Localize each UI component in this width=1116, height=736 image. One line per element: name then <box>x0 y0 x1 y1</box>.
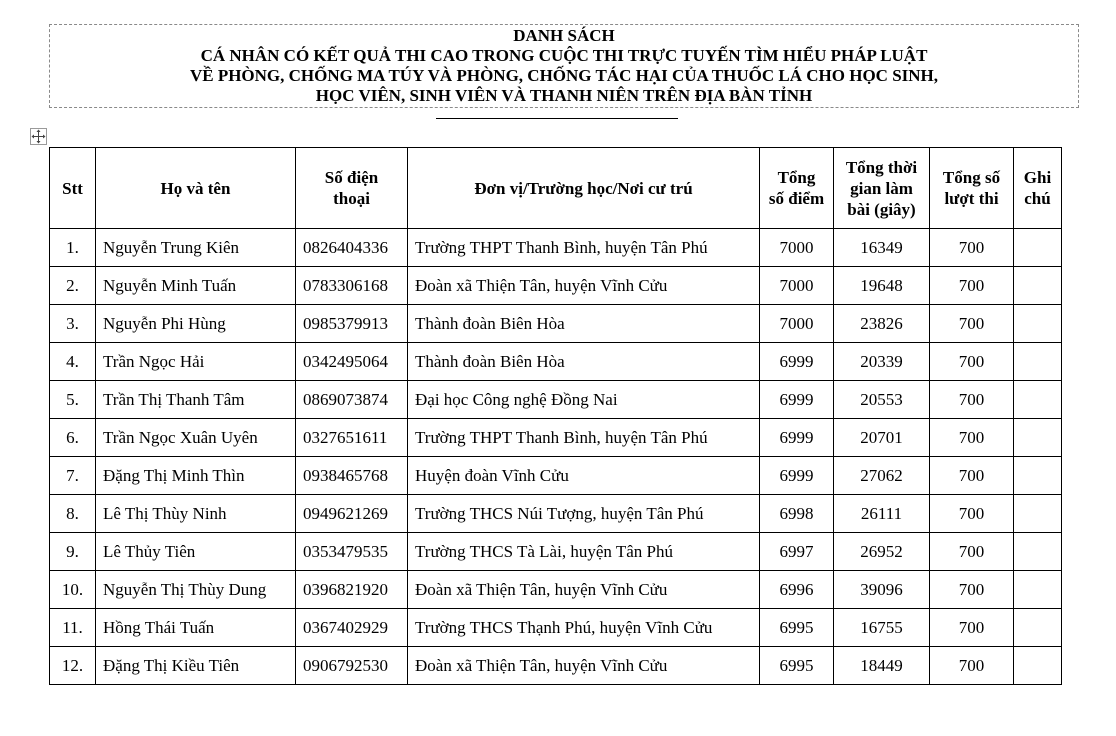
cell-time: 18449 <box>834 647 930 685</box>
cell-phone: 0342495064 <box>296 343 408 381</box>
header-phone: Số điện thoại <box>296 148 408 229</box>
cell-phone: 0783306168 <box>296 267 408 305</box>
cell-note <box>1014 381 1062 419</box>
cell-note <box>1014 305 1062 343</box>
cell-time: 20701 <box>834 419 930 457</box>
cell-unit: Đoàn xã Thiện Tân, huyện Vĩnh Cửu <box>408 571 760 609</box>
title-line-2: CÁ NHÂN CÓ KẾT QUẢ THI CAO TRONG CUỘC THI TRỰC TUYẾN TÌM HIỂU PHÁP LUẬT <box>200 46 928 65</box>
cell-name: Lê Thị Thùy Ninh <box>96 495 296 533</box>
cell-phone: 0985379913 <box>296 305 408 343</box>
cell-unit: Thành đoàn Biên Hòa <box>408 305 760 343</box>
cell-phone: 0949621269 <box>296 495 408 533</box>
cell-score: 7000 <box>760 305 834 343</box>
cell-phone: 0826404336 <box>296 229 408 267</box>
results-table <box>49 147 1062 685</box>
cell-name: Nguyễn Minh Tuấn <box>96 267 296 305</box>
table-row <box>50 305 1062 343</box>
table-header-row <box>50 148 1062 229</box>
cell-time: 19648 <box>834 267 930 305</box>
cell-attempts: 700 <box>930 343 1014 381</box>
cell-stt: 6. <box>50 419 96 457</box>
table-row <box>50 571 1062 609</box>
cell-name: Đặng Thị Kiều Tiên <box>96 647 296 685</box>
header-time: Tổng thời gian làm bài (giây) <box>834 148 930 229</box>
cell-unit: Trường THCS Tà Lài, huyện Tân Phú <box>408 533 760 571</box>
cell-stt: 2. <box>50 267 96 305</box>
table-row <box>50 533 1062 571</box>
cell-phone: 0327651611 <box>296 419 408 457</box>
cell-stt: 8. <box>50 495 96 533</box>
cell-unit: Trường THCS Thạnh Phú, huyện Vĩnh Cửu <box>408 609 760 647</box>
cell-stt: 7. <box>50 457 96 495</box>
table-row <box>50 457 1062 495</box>
cell-unit: Đoàn xã Thiện Tân, huyện Vĩnh Cửu <box>408 267 760 305</box>
cell-stt: 10. <box>50 571 96 609</box>
title-line-1: DANH SÁCH <box>513 26 615 45</box>
cell-unit: Trường THPT Thanh Bình, huyện Tân Phú <box>408 419 760 457</box>
cell-name: Trần Ngọc Xuân Uyên <box>96 419 296 457</box>
cell-note <box>1014 267 1062 305</box>
cell-time: 26111 <box>834 495 930 533</box>
table-row <box>50 495 1062 533</box>
title-line-3: VỀ PHÒNG, CHỐNG MA TÚY VÀ PHÒNG, CHỐNG TÁC HẠI CỦA THUỐC LÁ CHO HỌC SINH, <box>189 66 939 85</box>
cell-note <box>1014 457 1062 495</box>
cell-time: 16755 <box>834 609 930 647</box>
move-arrows-icon <box>31 129 46 144</box>
cell-stt: 11. <box>50 609 96 647</box>
cell-score: 6999 <box>760 381 834 419</box>
cell-name: Lê Thủy Tiên <box>96 533 296 571</box>
table-row <box>50 647 1062 685</box>
cell-note <box>1014 609 1062 647</box>
cell-score: 6998 <box>760 495 834 533</box>
cell-time: 20553 <box>834 381 930 419</box>
cell-unit: Đại học Công nghệ Đồng Nai <box>408 381 760 419</box>
cell-attempts: 700 <box>930 381 1014 419</box>
table-row <box>50 343 1062 381</box>
cell-stt: 12. <box>50 647 96 685</box>
cell-name: Nguyễn Thị Thùy Dung <box>96 571 296 609</box>
cell-stt: 9. <box>50 533 96 571</box>
cell-name: Hồng Thái Tuấn <box>96 609 296 647</box>
cell-name: Trần Ngọc Hải <box>96 343 296 381</box>
header-score: Tổng số điểm <box>760 148 834 229</box>
cell-note <box>1014 647 1062 685</box>
cell-note <box>1014 229 1062 267</box>
table-row <box>50 419 1062 457</box>
cell-note <box>1014 533 1062 571</box>
header-stt: Stt <box>50 148 96 229</box>
cell-note <box>1014 343 1062 381</box>
cell-stt: 3. <box>50 305 96 343</box>
cell-score: 6999 <box>760 457 834 495</box>
cell-stt: 1. <box>50 229 96 267</box>
cell-score: 6995 <box>760 609 834 647</box>
cell-phone: 0396821920 <box>296 571 408 609</box>
table-move-handle[interactable] <box>30 128 47 145</box>
document-title-block <box>49 24 1079 108</box>
table-row <box>50 609 1062 647</box>
cell-unit: Trường THCS Núi Tượng, huyện Tân Phú <box>408 495 760 533</box>
cell-phone: 0869073874 <box>296 381 408 419</box>
cell-attempts: 700 <box>930 609 1014 647</box>
cell-attempts: 700 <box>930 305 1014 343</box>
cell-attempts: 700 <box>930 647 1014 685</box>
cell-unit: Thành đoàn Biên Hòa <box>408 343 760 381</box>
cell-attempts: 700 <box>930 571 1014 609</box>
cell-unit: Huyện đoàn Vĩnh Cửu <box>408 457 760 495</box>
title-underline <box>436 118 678 119</box>
cell-score: 6999 <box>760 343 834 381</box>
cell-score: 6995 <box>760 647 834 685</box>
cell-time: 39096 <box>834 571 930 609</box>
header-name: Họ và tên <box>96 148 296 229</box>
cell-unit: Trường THPT Thanh Bình, huyện Tân Phú <box>408 229 760 267</box>
cell-name: Đặng Thị Minh Thìn <box>96 457 296 495</box>
cell-note <box>1014 495 1062 533</box>
cell-time: 23826 <box>834 305 930 343</box>
cell-attempts: 700 <box>930 495 1014 533</box>
cell-score: 6997 <box>760 533 834 571</box>
cell-name: Trần Thị Thanh Tâm <box>96 381 296 419</box>
header-attempts: Tổng số lượt thi <box>930 148 1014 229</box>
cell-phone: 0906792530 <box>296 647 408 685</box>
cell-phone: 0367402929 <box>296 609 408 647</box>
table-row <box>50 229 1062 267</box>
cell-stt: 5. <box>50 381 96 419</box>
cell-attempts: 700 <box>930 457 1014 495</box>
cell-attempts: 700 <box>930 229 1014 267</box>
cell-stt: 4. <box>50 343 96 381</box>
cell-name: Nguyễn Phi Hùng <box>96 305 296 343</box>
cell-time: 26952 <box>834 533 930 571</box>
cell-phone: 0938465768 <box>296 457 408 495</box>
header-unit: Đơn vị/Trường học/Nơi cư trú <box>408 148 760 229</box>
cell-score: 6999 <box>760 419 834 457</box>
cell-attempts: 700 <box>930 267 1014 305</box>
cell-name: Nguyễn Trung Kiên <box>96 229 296 267</box>
table-row <box>50 381 1062 419</box>
cell-unit: Đoàn xã Thiện Tân, huyện Vĩnh Cửu <box>408 647 760 685</box>
cell-phone: 0353479535 <box>296 533 408 571</box>
cell-time: 27062 <box>834 457 930 495</box>
cell-note <box>1014 419 1062 457</box>
title-line-4: HỌC VIÊN, SINH VIÊN VÀ THANH NIÊN TRÊN ĐỊA BÀN TỈNH <box>315 86 813 105</box>
cell-score: 7000 <box>760 229 834 267</box>
cell-note <box>1014 571 1062 609</box>
cell-time: 16349 <box>834 229 930 267</box>
cell-attempts: 700 <box>930 533 1014 571</box>
table-row <box>50 267 1062 305</box>
cell-attempts: 700 <box>930 419 1014 457</box>
cell-score: 7000 <box>760 267 834 305</box>
cell-score: 6996 <box>760 571 834 609</box>
header-note: Ghi chú <box>1014 148 1062 229</box>
cell-time: 20339 <box>834 343 930 381</box>
